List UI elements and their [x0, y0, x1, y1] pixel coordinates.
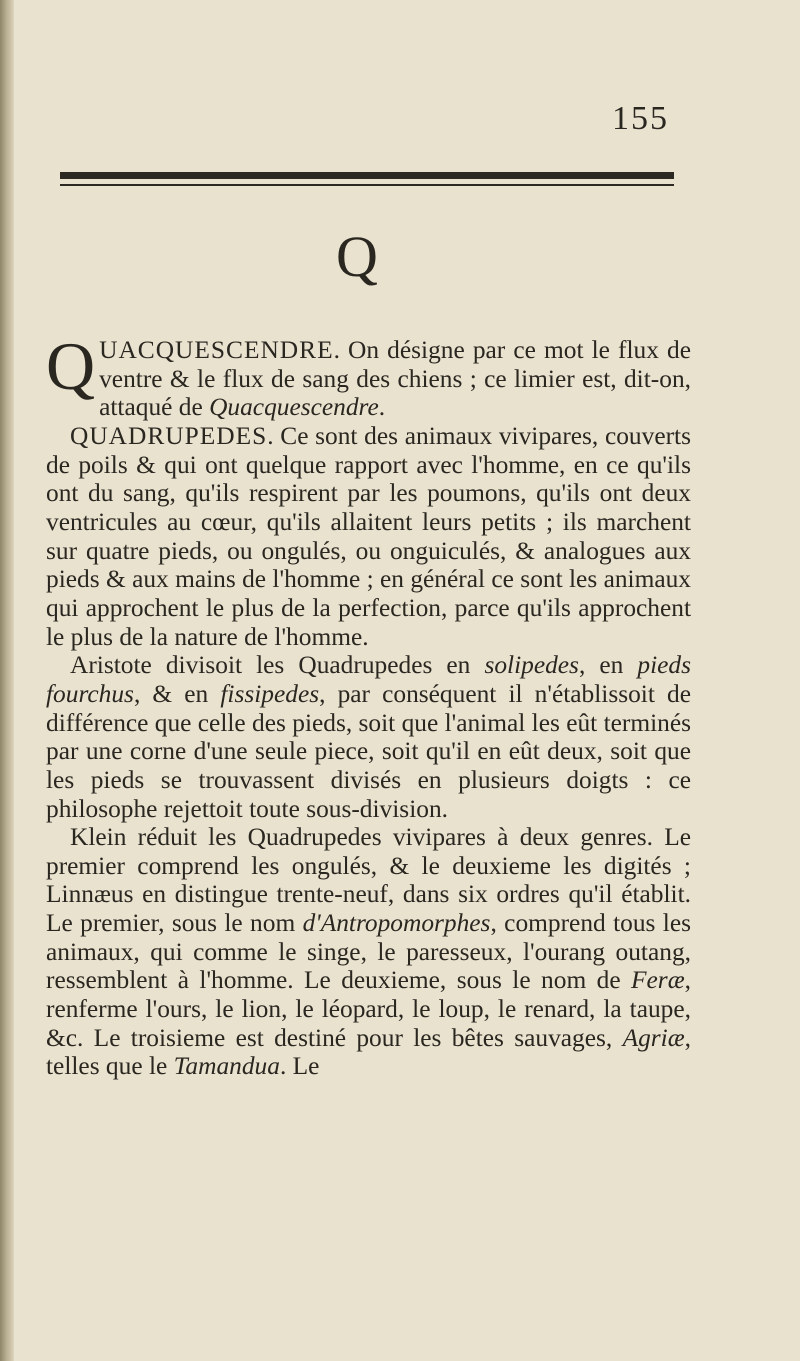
- paragraph-text: Klein réduit les Quadrupedes vivipares à deux genres. Le premier comprend les ongulés, & le deuxieme les digités ; Linnæus en distingue trente-neuf, dans six ordres qu'il établit. Le premier, sous le nom: [46, 823, 691, 938]
- italic-term: Feræ: [631, 966, 685, 995]
- paragraph-text: , en: [578, 651, 638, 680]
- paragraph-klein: [46, 823, 691, 1081]
- italic-term: pieds fourchus: [46, 651, 691, 708]
- italic-term: Quacquescendre: [209, 393, 379, 422]
- header-rule-thin: [60, 184, 674, 186]
- body-text: [46, 328, 691, 1081]
- entry-quadrupedes: [46, 422, 691, 651]
- entry-headword: QUADRUPEDES: [70, 421, 268, 450]
- section-letter: Q: [336, 224, 378, 289]
- paragraph-text: , comprend tous les animaux, qui comme le singe, le paresseux, l'ourang outang, ressemblent à l'homme. Le deuxieme, sous le nom de: [46, 909, 691, 995]
- italic-term: solipedes: [484, 651, 579, 680]
- entry-text: . Ce sont des animaux vivipares, couverts de poils & qui ont quelque rapport avec l'homme, en ce qu'ils ont du sang, qu'ils respirent par les poumons, qu'ils ont deux ventricules au cœur, qu'ils allaitent leurs petits ; ils marchent sur quatre pieds, ou ongulés, ou onguiculés, & analogues aux pieds & aux mains de l'homme ; en général ce sont les animaux qui approchent le plus de la perfection, parce qu'ils approchent le plus de la nature de l'homme.: [46, 421, 691, 651]
- paragraph-text: , telles que le: [46, 1023, 691, 1081]
- paragraph-text: , renferme l'ours, le lion, le léopard, le loup, le renard, la taupe, &c. Le troisieme est destiné pour les bêtes sauvages,: [46, 966, 691, 1052]
- paragraph-aristote: [46, 651, 691, 823]
- book-spine-shadow: [0, 0, 14, 1361]
- italic-term: fissipedes: [220, 679, 320, 708]
- italic-term: Tamandua: [173, 1052, 280, 1081]
- entry-text: . On désigne par ce mot le flux de ventre & le flux de sang des chiens ; ce limier est, dit-on, attaqué de: [99, 336, 691, 422]
- paragraph-text: , & en: [133, 679, 221, 708]
- paragraph-text: , par conséquent il n'établissoit de différence que celle des pieds, soit que l'animal les eût terminés par une corne d'une seule piece, soit qu'il en eût deux, soit que les pieds se trouvassent divisés en plusieurs doigts : ce philosophe rejettoit toute sous-division.: [46, 679, 691, 823]
- page-number: 155: [612, 100, 669, 137]
- header-rule-thick: [60, 172, 674, 179]
- paragraph-text: Aristote divisoit les Quadrupedes en: [70, 651, 485, 680]
- drop-cap: Q: [46, 328, 96, 404]
- paragraph-text: . Le: [279, 1052, 320, 1081]
- entry-quacquescendre: [46, 328, 691, 422]
- entry-text: .: [378, 393, 386, 422]
- italic-term: d'Antropomorphes: [302, 909, 491, 938]
- entry-headword: UACQUESCENDRE: [99, 336, 334, 364]
- italic-term: Agriæ: [622, 1023, 685, 1052]
